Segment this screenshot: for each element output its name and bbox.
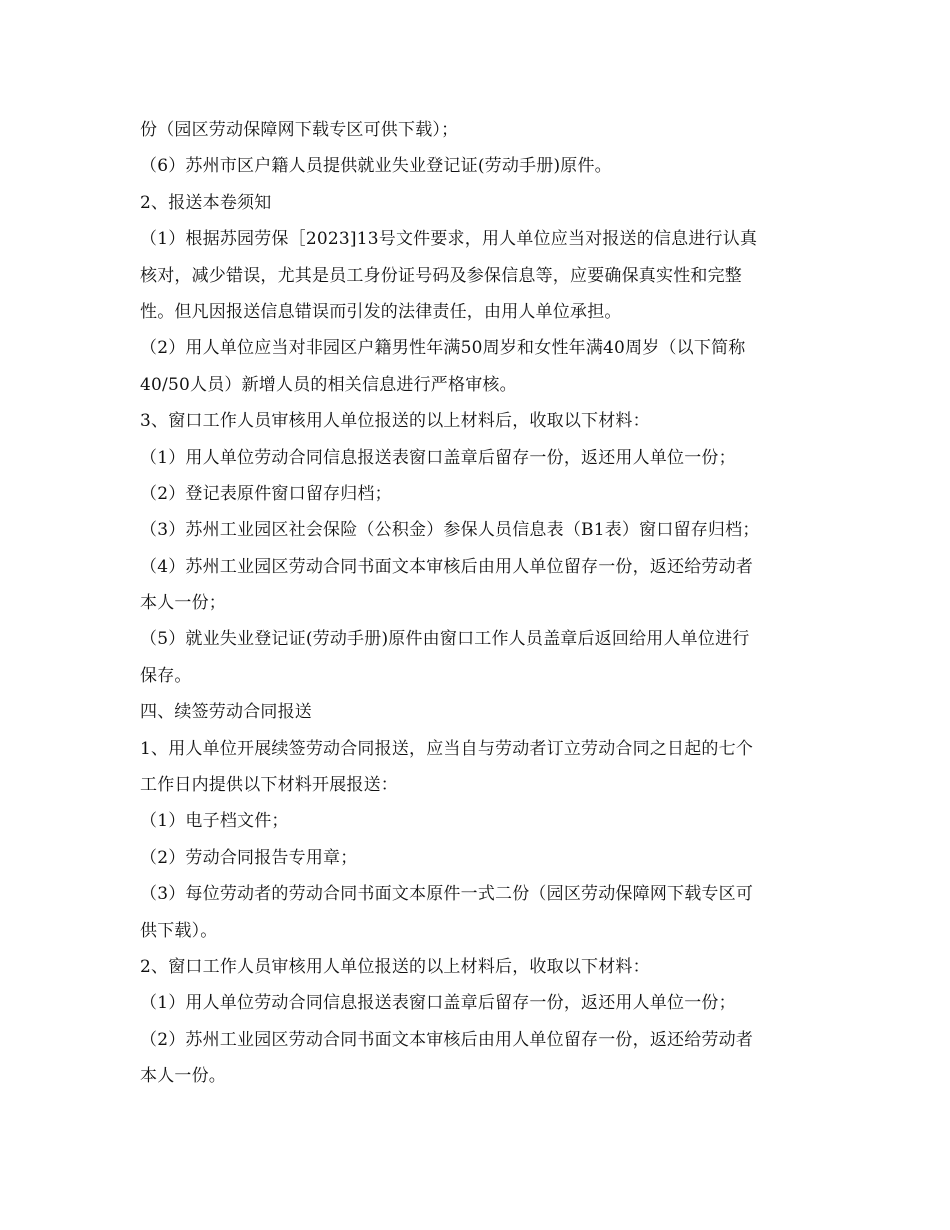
text-line: （1）电子档文件； (140, 811, 289, 832)
text-line: 40/50人员）新增人员的相关信息进行严格审核。 (140, 374, 517, 395)
document-body (140, 112, 820, 1095)
text-line: 性。但凡因报送信息错误而引发的法律责任，由用人单位承担。 (140, 301, 622, 322)
text-line: （3）每位劳动者的劳动合同书面文本原件一式二份（园区劳动保障网下载专区可 (140, 884, 754, 905)
text-line: （3）苏州工业园区社会保险（公积金）参保人员信息表（B1表）窗口留存归档； (140, 520, 760, 541)
text-line: 核对，减少错误，尤其是员工身份证号码及参保信息等，应要确保真实性和完整 (140, 265, 742, 286)
text-line: （5）就业失业登记证(劳动手册)原件由窗口工作人员盖章后返回给用人单位进行 (140, 629, 750, 650)
text-line: （1）根据苏园劳保［2023]13号文件要求，用人单位应当对报送的信息进行认真 (140, 229, 758, 250)
text-line: 1、用人单位开展续签劳动合同报送，应当自与劳动者订立劳动合同之日起的七个 (140, 738, 754, 759)
section-heading: 2、报送本卷须知 (140, 192, 272, 213)
text-line: （4）苏州工业园区劳动合同书面文本审核后由用人单位留存一份，返还给劳动者 (140, 556, 754, 577)
text-line: （2）苏州工业园区劳动合同书面文本审核后由用人单位留存一份，返还给劳动者 (140, 1029, 754, 1050)
text-line: （2）登记表原件窗口留存归档； (140, 483, 392, 504)
text-line: 本人一份； (140, 593, 226, 614)
text-line: （6）苏州市区户籍人员提供就业失业登记证(劳动手册)原件。 (140, 156, 612, 177)
text-line: （2）用人单位应当对非园区户籍男性年满50周岁和女性年满40周岁（以下简称 (140, 338, 746, 359)
section-heading: 2、窗口工作人员审核用人单位报送的以上材料后，收取以下材料： (140, 956, 650, 977)
text-line: 份（园区劳动保障网下载专区可供下载）； (140, 120, 459, 140)
text-line: 供下载）。 (140, 920, 218, 941)
section-heading: 3、窗口工作人员审核用人单位报送的以上材料后，收取以下材料： (140, 411, 650, 432)
text-line: 保存。 (140, 665, 192, 686)
text-line: 工作日内提供以下材料开展报送： (140, 775, 398, 796)
text-line: （2）劳动合同报告专用章； (140, 847, 358, 868)
text-line: （1）用人单位劳动合同信息报送表窗口盖章后留存一份，返还用人单位一份； (140, 993, 736, 1014)
text-line: 本人一份。 (140, 1066, 226, 1087)
chapter-heading: 四、续签劳动合同报送 (140, 702, 312, 723)
text-line: （1）用人单位劳动合同信息报送表窗口盖章后留存一份，返还用人单位一份； (140, 447, 736, 468)
